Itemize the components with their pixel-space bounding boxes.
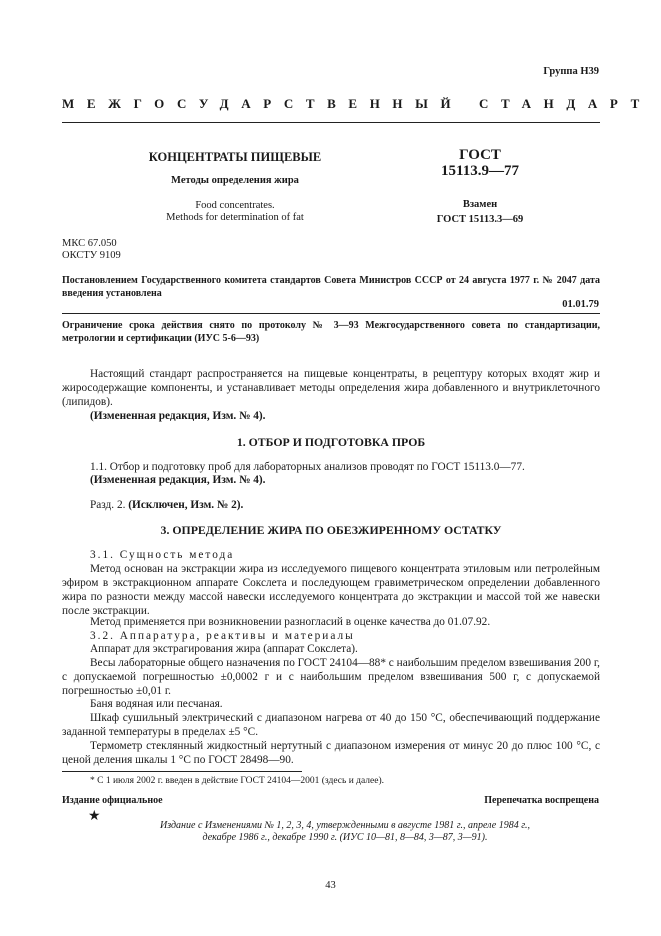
clause-1-1: 1.1. Отбор и подготовку проб для лабораторных анализов проводят по ГОСТ 15113.0—77. <box>90 461 525 473</box>
amendments-line-2: декабре 1986 г., декабре 1990 г. (ИУС 10—81, 8—84, 3—87, 3—91). <box>202 832 488 843</box>
english-title <box>110 200 360 224</box>
scope-change-note: (Измененная редакция, Изм. № 4). <box>90 410 266 422</box>
amendments-note <box>110 820 580 844</box>
intro-date: 01.01.79 <box>562 299 599 310</box>
standard-banner: МЕЖГОСУДАРСТВЕННЫЙ СТАНДАРТ <box>62 96 652 111</box>
clause-3-1-title: 3.1. Сущность метода <box>90 549 235 561</box>
okstu-code: ОКСТУ 9109 <box>62 250 121 261</box>
decree-text: Постановлением Государственного комитета стандартов Совета Министров СССР от 24 августа 1977 г. № 2047 дата введения установлена <box>62 275 600 299</box>
mks-code: МКС 67.050 <box>62 238 117 249</box>
scope-paragraph: Настоящий стандарт распространяется на пищевые концентраты, в рецептуру которых входят жир и жиросодержащие компоненты, и устанавливает методы определения жира добавленного и внутриклеточного (липидов). <box>62 368 600 408</box>
english-title-line-2: Methods for determination of fat <box>166 212 304 223</box>
equipment-oven: Шкаф сушильный электрический с диапазоном нагрева от 40 до 150 °С, обеспечивающий поддержание заданной температуры в пределах ±5 °С. <box>62 712 600 738</box>
header-rule <box>62 122 600 123</box>
amendments-line-1: Издание с Изменениями № 1, 2, 3, 4, утвержденными в августе 1981 г., апреле 1984 г., <box>160 820 530 831</box>
section-1-heading: 1. ОТБОР И ПОДГОТОВКА ПРОБ <box>236 435 426 449</box>
gost-designation <box>410 147 550 179</box>
official-edition-label: Издание официальное <box>62 795 163 806</box>
replaces-block <box>410 197 550 227</box>
gost-label: ГОСТ <box>459 147 501 163</box>
document-title: КОНЦЕНТРАТЫ ПИЩЕВЫЕ <box>148 150 322 164</box>
replace-label: Взамен <box>462 199 498 210</box>
equipment-scales: Весы лабораторные общего назначения по ГОСТ 24104—88* с наибольшим пределом взвешивания 200 г, с допускаемой погрешностью ±0,0002 г и с наибольшим пределом взвешивания 500 г, с допускаемой погрешностью ±0,01 г. <box>62 657 600 697</box>
star-icon: ★ <box>88 809 101 824</box>
date-rule <box>62 313 600 314</box>
gost-number: 15113.9—77 <box>441 163 519 179</box>
footnote-rule <box>62 771 302 772</box>
reprint-prohibited-label: Перепечатка воспрещена <box>484 795 599 806</box>
equipment-bath: Баня водяная или песчаная. <box>90 698 223 710</box>
group-code: Группа Н39 <box>543 66 599 77</box>
section-2-excluded: (Исключен, Изм. № 2). <box>128 499 244 511</box>
document-subtitle: Методы определения жира <box>171 175 299 186</box>
section-2-note <box>62 498 600 512</box>
clause-3-1-note: Метод применяется при возникновении разногласий в оценке качества до 01.07.92. <box>90 616 491 628</box>
restriction-text: Ограничение срока действия снято по протоколу № 3—93 Межгосударственного совета по стандартизации, метрологии и сертификации (ИУС 5-6—93) <box>62 320 600 344</box>
classification-codes <box>62 238 121 262</box>
replace-gost: ГОСТ 15113.3—69 <box>436 214 524 225</box>
equipment-soxhlet: Аппарат для экстрагирования жира (аппарат Сокслета). <box>90 643 358 655</box>
clause-3-2-title: 3.2. Аппаратура, реактивы и материалы <box>90 630 355 642</box>
clause-3-1-text: Метод основан на экстракции жира из исследуемого пищевого концентрата этиловым или петролейным эфиром в экстракционном аппарате Сокслета и последующем гравиметрическом определении добавленного жира по разности между массой навески исследуемого концентрата до экстракции и массой той же навески после экстракции. <box>62 563 600 617</box>
english-title-line-1: Food concentrates. <box>195 200 275 211</box>
section-3-heading: 3. ОПРЕДЕЛЕНИЕ ЖИРА ПО ОБЕЗЖИРЕННОМУ ОСТАТКУ <box>160 523 502 537</box>
footnote: * С 1 июля 2002 г. введен в действие ГОСТ 24104—2001 (здесь и далее). <box>90 776 385 786</box>
equipment-thermometer: Термометр стеклянный жидкостный нертутный с диапазоном измерения от минус 20 до плюс 100 °С, с ценой деления шкалы 1 °С по ГОСТ 28498—90. <box>62 740 600 766</box>
section-2-prefix: Разд. 2. <box>90 499 126 511</box>
clause-1-1-change-note: (Измененная редакция, Изм. № 4). <box>90 474 266 486</box>
page-number: 43 <box>325 880 336 891</box>
